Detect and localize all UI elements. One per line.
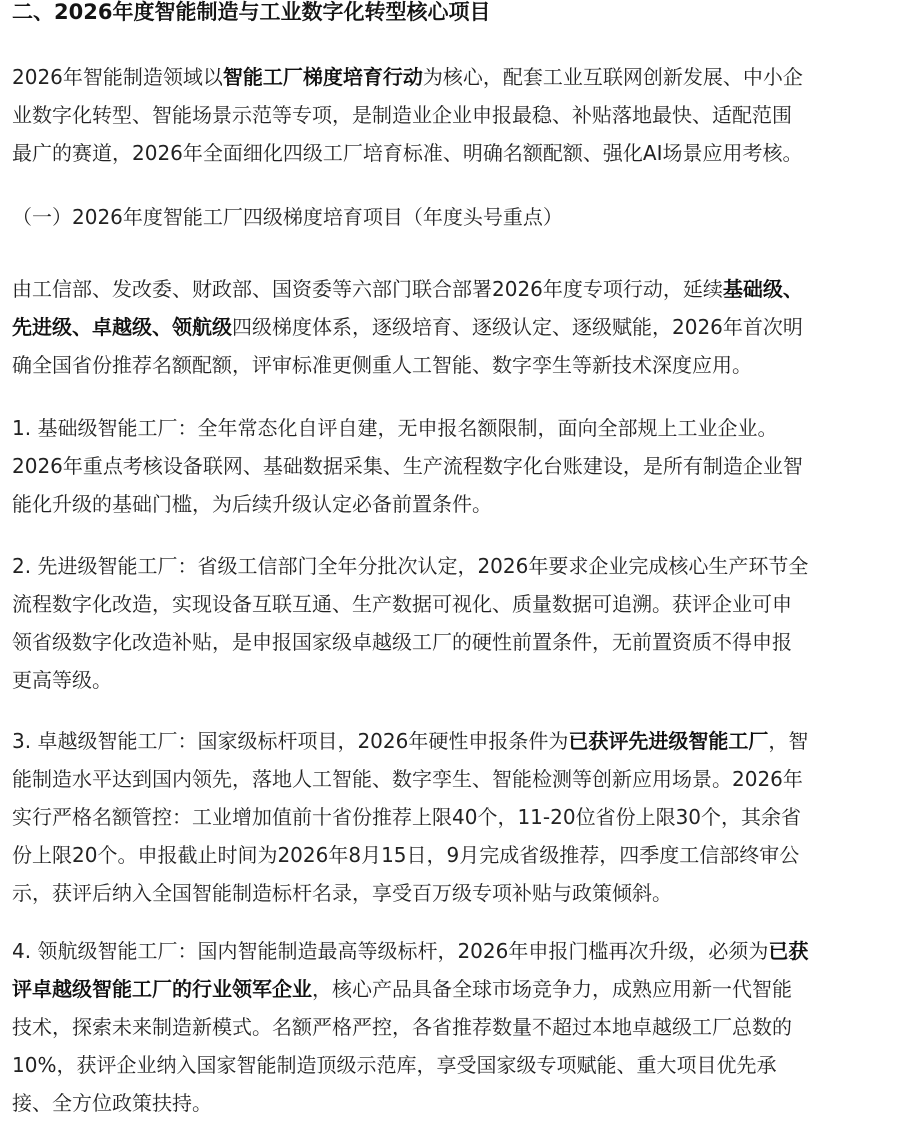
item-4-line-1 [12,932,890,970]
intro-text: 为核心，配套工业互联网创新发展、中小企 [422,65,803,89]
intro-line-2: 业数字化转型、智能场景示范等专项，是制造业企业申报最稳、补贴落地最快、适配范围 [12,103,792,127]
item-3-text: 3. 卓越级智能工厂：国家级标杆项目，2026年硬性申报条件为 [12,729,569,753]
item-3-line-3: 实行严格名额管控：工业增加值前十省份推荐上限40个，11-20位省份上限30个，其余省 [12,805,802,829]
item-4-text: ，核心产品具备全球市场竞争力，成熟应用新一代智能 [312,977,792,1001]
item-3-paragraph [12,722,890,912]
item-4-line-3: 技术，探索未来制造新模式。名额严格严控，各省推荐数量不超过本地卓越级工厂总数的 [12,1015,792,1039]
overview-highlight: 基础级、 [722,277,803,301]
overview-line-2 [12,308,890,346]
item-4-highlight: 评卓越级智能工厂的行业领军企业 [12,977,312,1001]
item-2-line-1: 2. 先进级智能工厂：省级工信部门全年分批次认定，2026年要求企业完成核心生产环节全 [12,554,809,578]
intro-paragraph [12,58,890,172]
overview-text: 由工信部、发改委、财政部、国资委等六部门联合部署2026年度专项行动，延续 [12,277,723,301]
item-4-line-5: 接、全方位政策扶持。 [12,1091,212,1115]
item-3-highlight: 已获评先进级智能工厂 [568,729,769,753]
item-4-text: 4. 领航级智能工厂：国内智能制造最高等级标杆，2026年申报门槛再次升级，必须为 [12,939,769,963]
section-title: 二、2026年度智能制造与工业数字化转型核心项目 [12,0,491,24]
intro-line-3: 最广的赛道，2026年全面细化四级工厂培育标准、明确名额配额、强化AI场景应用考核。 [12,141,803,165]
item-4-line-4: 10%，获评企业纳入国家智能制造顶级示范库，享受国家级专项赋能、重大项目优先承 [12,1053,777,1077]
item-2-line-2: 流程数字化改造，实现设备互联互通、生产数据可视化、质量数据可追溯。获评企业可申 [12,592,792,616]
item-1-line-3: 能化升级的基础门槛，为后续升级认定必备前置条件。 [12,492,492,516]
item-3-line-1 [12,722,890,760]
item-3-line-5: 示，获评后纳入全国智能制造标杆名录，享受百万级专项补贴与政策倾斜。 [12,881,672,905]
subsection-heading-text: （一）2026年度智能工厂四级梯度培育项目（年度头号重点） [12,205,563,229]
overview-highlight: 先进级、卓越级、领航级 [12,315,232,339]
item-4-highlight: 已获 [768,939,809,963]
intro-text: 2026年智能制造领域以 [12,65,223,89]
overview-paragraph [12,270,890,384]
item-1-paragraph [12,409,890,523]
item-3-text: ，智 [768,729,809,753]
intro-highlight: 智能工厂梯度培育行动 [222,65,423,89]
item-1-line-2: 2026年重点考核设备联网、基础数据采集、生产流程数字化台账建设，是所有制造企业智 [12,454,803,478]
overview-line-1 [12,270,890,308]
item-2-line-3: 领省级数字化改造补贴，是申报国家级卓越级工厂的硬性前置条件，无前置资质不得申报 [12,630,792,654]
item-3-line-2: 能制造水平达到国内领先，落地人工智能、数字孪生、智能检测等创新应用场景。2026年 [12,767,803,791]
overview-text: 四级梯度体系，逐级培育、逐级认定、逐级赋能，2026年首次明 [232,315,803,339]
item-2-paragraph [12,547,890,699]
overview-line-3: 确全国省份推荐名额配额，评审标准更侧重人工智能、数字孪生等新技术深度应用。 [12,353,752,377]
item-3-line-4: 份上限20个。申报截止时间为2026年8月15日，9月完成省级推荐，四季度工信部终审公 [12,843,800,867]
item-4-line-2 [12,970,890,1008]
item-1-line-1: 1. 基础级智能工厂：全年常态化自评自建，无申报名额限制，面向全部规上工业企业。 [12,416,778,440]
subsection-heading [12,198,890,236]
item-2-line-4: 更高等级。 [12,668,112,692]
intro-line-1 [12,58,890,96]
item-4-paragraph [12,932,890,1122]
